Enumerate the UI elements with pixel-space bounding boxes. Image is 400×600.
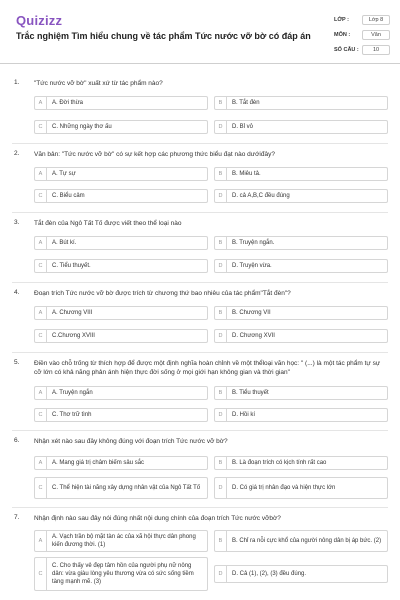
option-a[interactable] xyxy=(34,456,208,470)
option-text: A. Bút kí. xyxy=(52,240,77,246)
option-text: D. Truyện vừa. xyxy=(232,263,272,269)
option-letter: C xyxy=(35,121,47,133)
option-text: C. Thơ trữ tình xyxy=(52,412,92,418)
option-letter: A xyxy=(35,97,47,109)
option-letter: C xyxy=(35,190,47,202)
page-header xyxy=(0,0,400,64)
option-letter: D xyxy=(215,478,227,498)
option-text: C.Chương XVIII xyxy=(52,333,95,339)
question-number: 3. xyxy=(14,219,20,226)
option-letter: D xyxy=(215,330,227,342)
option-letter: C xyxy=(35,330,47,342)
option-d[interactable] xyxy=(214,477,388,499)
option-text: C. Tiểu thuyết. xyxy=(52,263,91,269)
option-text: A. Chương VIII xyxy=(52,310,93,316)
option-letter: A xyxy=(35,531,47,551)
option-text: C. Những ngày thơ ấu xyxy=(52,124,112,130)
option-d[interactable] xyxy=(214,189,388,203)
option-b[interactable] xyxy=(214,167,388,181)
question-5 xyxy=(0,359,400,433)
page-title: Trắc nghiệm Tìm hiểu chung về tác phẩm Tức nước vỡ bờ có đáp án xyxy=(16,31,311,41)
option-letter: D xyxy=(215,260,227,272)
option-text: D. cả A,B,C đều đúng xyxy=(232,193,290,199)
meta-value-count: 10 xyxy=(362,45,390,55)
option-letter: D xyxy=(215,121,227,133)
option-a[interactable] xyxy=(34,96,208,110)
question-4 xyxy=(0,289,400,349)
question-text: Nhận định nào sau đây nói đúng nhất nội dung chính của đoạn trích Tức nước vỡbờ? xyxy=(34,515,281,522)
option-text: C. Cho thấy vẻ đẹp tâm hồn của người phụ nữ nông dân: vừa giàu lòng yêu thương vừa có sức sống tiềm tàng mạnh mẽ. (3) xyxy=(52,563,194,585)
question-2 xyxy=(0,150,400,210)
divider xyxy=(12,282,388,283)
option-text: B. Tắt đèn xyxy=(232,100,260,106)
option-letter: C xyxy=(35,409,47,421)
option-c[interactable] xyxy=(34,557,208,591)
question-number: 5. xyxy=(14,359,20,366)
option-b[interactable] xyxy=(214,386,388,400)
option-d[interactable] xyxy=(214,408,388,422)
option-c[interactable] xyxy=(34,120,208,134)
option-c[interactable] xyxy=(34,329,208,343)
option-letter: C xyxy=(35,478,47,498)
option-text: D. Chương XVII xyxy=(232,333,275,339)
divider xyxy=(12,507,388,508)
option-letter: B xyxy=(215,531,227,551)
option-text: D. Cả (1), (2), (3) đều đúng. xyxy=(232,571,307,577)
option-letter: B xyxy=(215,307,227,319)
question-number: 2. xyxy=(14,150,20,157)
option-b[interactable] xyxy=(214,530,388,552)
option-letter: D xyxy=(215,190,227,202)
option-c[interactable] xyxy=(34,477,208,499)
option-text: A. Truyện ngắn xyxy=(52,390,93,396)
option-c[interactable] xyxy=(34,408,208,422)
question-3 xyxy=(0,219,400,279)
option-text: B. Tiểu thuyết xyxy=(232,390,269,396)
divider xyxy=(12,212,388,213)
divider xyxy=(12,352,388,353)
option-d[interactable] xyxy=(214,120,388,134)
option-letter: C xyxy=(35,558,47,590)
option-text: B. Miêu tả. xyxy=(232,171,261,177)
option-a[interactable] xyxy=(34,167,208,181)
option-b[interactable] xyxy=(214,96,388,110)
option-b[interactable] xyxy=(214,306,388,320)
question-number: 1. xyxy=(14,79,20,86)
option-letter: A xyxy=(35,168,47,180)
option-a[interactable] xyxy=(34,236,208,250)
option-letter: B xyxy=(215,237,227,249)
question-6 xyxy=(0,437,400,503)
option-text: B. Chương VII xyxy=(232,310,271,316)
option-c[interactable] xyxy=(34,189,208,203)
question-text: Nhận xét nào sau đây không đúng với đoạn trích Tức nước vỡ bờ? xyxy=(34,438,228,445)
option-text: B. Chỉ ra nỗi cực khổ của người nông dân bị áp bức. (2) xyxy=(232,538,382,544)
option-d[interactable] xyxy=(214,329,388,343)
meta-label-class: LỚP : xyxy=(334,17,349,23)
option-text: B. Là đoạn trích có kịch tính rất cao xyxy=(232,460,327,466)
option-text: D. Có giá trị nhân đạo và hiện thực lớn xyxy=(232,485,336,491)
option-letter: A xyxy=(35,457,47,469)
option-d[interactable] xyxy=(214,259,388,273)
option-text: A. Tự sự xyxy=(52,171,76,177)
option-text: D. Hồi kí xyxy=(232,412,256,418)
option-letter: B xyxy=(215,457,227,469)
option-text: A. Mang giá trị châm biếm sâu sắc xyxy=(52,460,145,466)
option-d[interactable] xyxy=(214,565,388,583)
option-letter: B xyxy=(215,387,227,399)
option-text: B. Truyện ngắn. xyxy=(232,240,275,246)
option-text: C. Thể hiện tài năng xây dựng nhân vật của Ngô Tất Tố xyxy=(52,485,201,491)
option-c[interactable] xyxy=(34,259,208,273)
question-text: Tắt đèn của Ngô Tất Tố được viết theo thể loại nào xyxy=(34,220,182,227)
question-number: 4. xyxy=(14,289,20,296)
option-letter: D xyxy=(215,409,227,421)
divider xyxy=(12,143,388,144)
option-letter: D xyxy=(215,566,227,582)
meta-value-subject: Văn xyxy=(362,30,390,40)
option-letter: B xyxy=(215,168,227,180)
meta-label-subject: MÔN : xyxy=(334,32,351,38)
option-a[interactable] xyxy=(34,530,208,552)
option-letter: A xyxy=(35,387,47,399)
divider xyxy=(12,430,388,431)
option-text: D. Bỉ vỏ xyxy=(232,124,254,130)
question-7 xyxy=(0,514,400,598)
option-text: A. Đời thừa xyxy=(52,100,83,106)
option-letter: B xyxy=(215,97,227,109)
question-text: Điền vào chỗ trống từ thích hợp để được một định nghĩa hoàn chỉnh về một thểloại văn học: " (...) là một tác phẩm tự sự cỡ lớn có khả năng phản ánh hiện thực đời sống ở mọi giới hạn không gian và thời gian" xyxy=(34,360,381,376)
option-letter: C xyxy=(35,260,47,272)
question-number: 7. xyxy=(14,514,20,521)
quizizz-logo: Quizizz xyxy=(16,13,63,28)
option-b[interactable] xyxy=(214,456,388,470)
option-a[interactable] xyxy=(34,306,208,320)
option-letter: A xyxy=(35,307,47,319)
meta-value-class: Lớp 8 xyxy=(362,15,390,25)
question-text: Đoạn trích Tức nước vỡ bờ được trích từ chương thứ bao nhiêu của tác phẩm"Tắt đèn"? xyxy=(34,290,291,297)
question-number: 6. xyxy=(14,437,20,444)
option-letter: A xyxy=(35,237,47,249)
option-a[interactable] xyxy=(34,386,208,400)
meta-label-count: SỐ CÂU : xyxy=(334,47,359,53)
option-b[interactable] xyxy=(214,236,388,250)
question-1 xyxy=(0,79,400,139)
question-text: Văn bản: "Tức nước vỡ bờ" có sự kết hợp các phương thức biểu đạt nào dướiđây? xyxy=(34,151,275,158)
option-text: A. Vạch trần bộ mặt tàn ác của xã hội thực dân phong kiến đương thời. (1) xyxy=(52,534,196,548)
option-text: C. Biểu cảm xyxy=(52,193,85,199)
question-text: "Tức nước vỡ bờ" xuất xứ từ tác phẩm nào? xyxy=(34,80,163,87)
